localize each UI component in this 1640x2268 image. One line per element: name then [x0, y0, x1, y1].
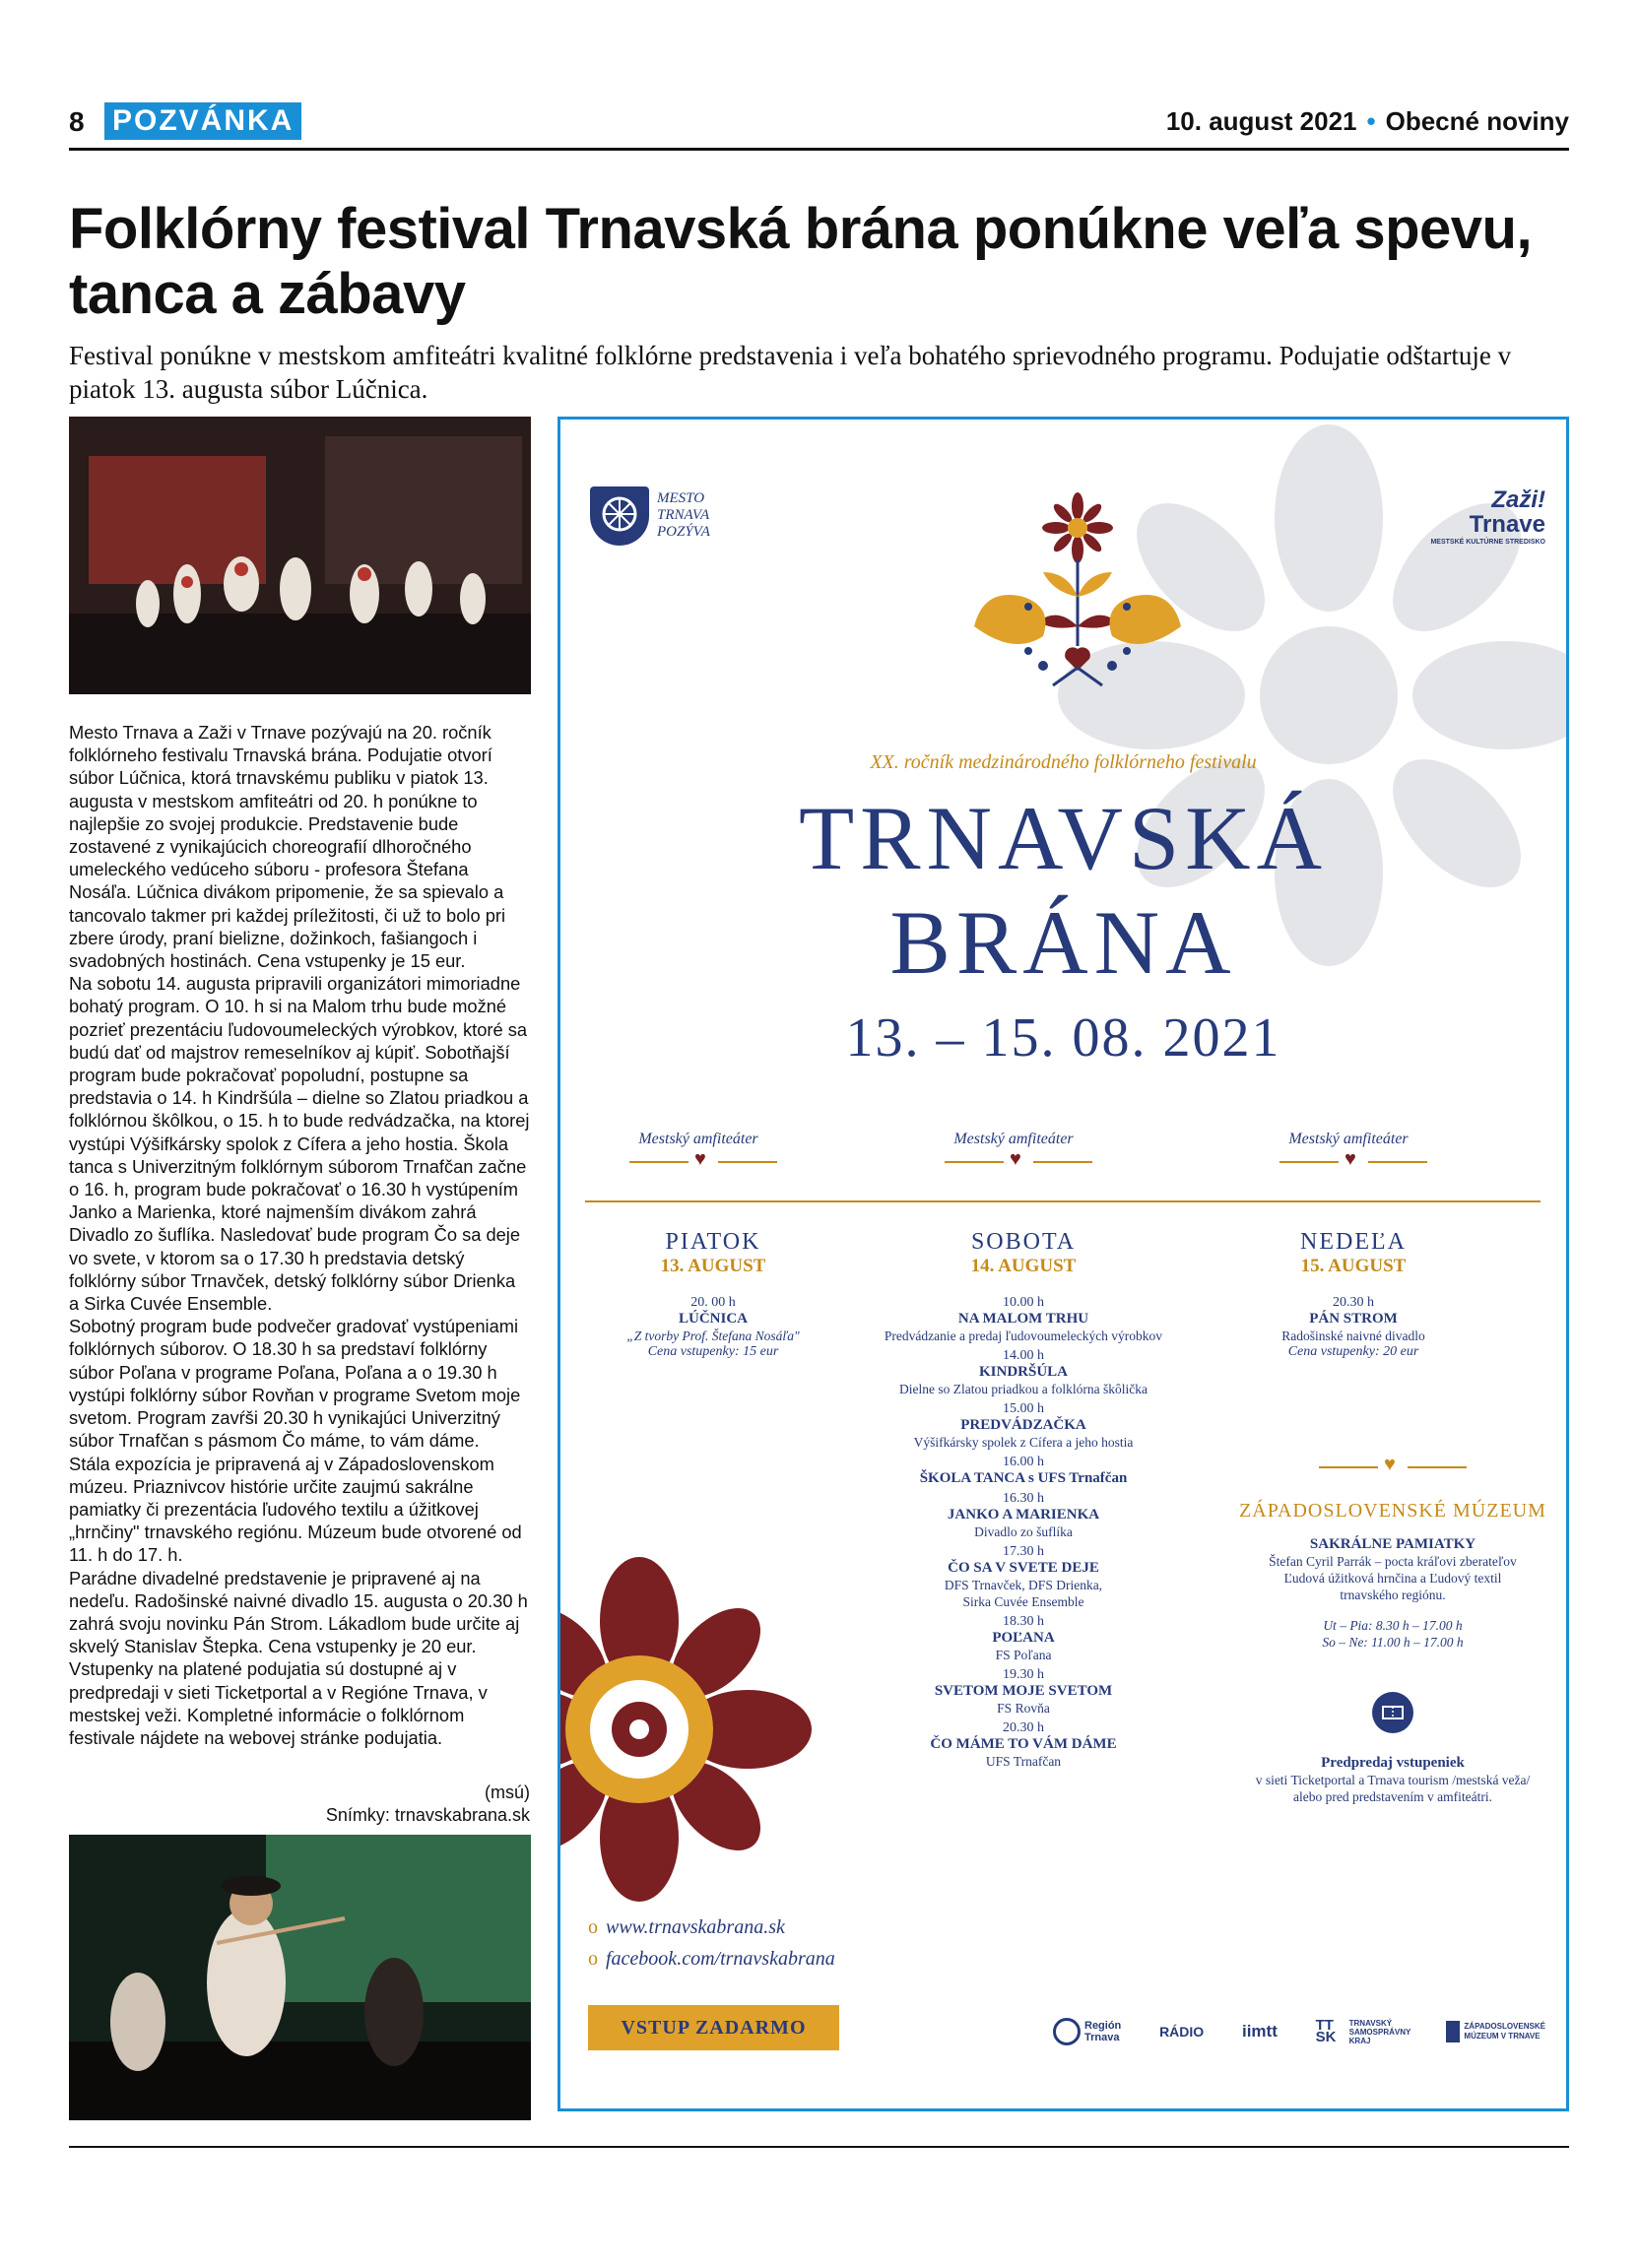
zazi-line1: Zaži!	[1491, 486, 1545, 513]
separator: •	[1366, 106, 1376, 136]
region-logo-icon	[1053, 2018, 1081, 2045]
ttsk-mark: TT SK	[1315, 2017, 1337, 2045]
heart-icon: ♥	[694, 1148, 706, 1170]
photo-credit: Snímky: trnavskabrana.sk	[325, 1805, 530, 1825]
event-desc: DFS Trnavček, DFS Drienka, Sirka Cuvée Ensemble	[944, 1578, 1103, 1609]
article-paragraph: Na sobotu 14. augusta pripravili organizátori mimoriadne bohatý program. O 10. h si na Malom trhu bude možné pozrieť prezentáciu ľudovoumeleckých výrobkov, ktoré sa budú dať od majstrov remeselníkov aj kúpiť. Sobotňajší program bude pokračovať popoludní, postupne sa predstavia o 14. h Kindršúla – dielne so Zlatou priadkou a folklórnou škôlkou, o 15. h to bude redvádzačka, na ktorej vystúpi Výšifkársky spolok z Cífera a jeho hostia. Škola tanca s Univerzitným folklórnym súborom Trnafčan začne o 16. h, program bude pokračovať o 16.30 h vystúpením Janko a Marienka, ktoré najmenším divákom zahrá Divadlo zo šuflíka. Nasledovať bude program Čo sa deje vo svete, v ktorom sa o 17.30 h predstavia detský folklórny súbor Trnavček, detský folklórny súbor Drienka a Sirka Cuvée Ensemble.	[69, 973, 530, 1315]
ticket-price: Cena vstupenky: 20 eur	[1287, 1344, 1419, 1359]
day-name: SOBOTA	[970, 1229, 1077, 1255]
divider	[1033, 1161, 1092, 1163]
event-desc: Predvádzanie a predaj ľudovoumeleckých výrobkov	[884, 1328, 1163, 1343]
sponsor-line: MÚZEUM V TRNAVE	[1464, 2032, 1541, 2041]
divider	[1368, 1161, 1427, 1163]
sponsor-region-trnava	[1053, 2018, 1121, 2045]
presale-block	[1240, 1755, 1545, 1805]
heart-icon: ♥	[1345, 1148, 1356, 1170]
heart-icon: ♥	[1010, 1148, 1021, 1170]
article-author: (msú)	[485, 1782, 530, 1802]
day-nedela	[1211, 1229, 1496, 1360]
museum-hours-weekday: Ut – Pia: 8.30 h – 17.00 h	[1323, 1618, 1463, 1633]
ttsk-text: TRNAVSKÝ SAMOSPRÁVNY KRAJ	[1348, 2018, 1411, 2045]
event-name: JANKO A MARIENKA	[947, 1507, 1100, 1523]
poster-subtitle: XX. ročník medzinárodného folklórneho festivalu	[870, 751, 1257, 773]
publication-name: Obecné noviny	[1385, 106, 1569, 136]
event-time: 19.30 h	[1003, 1667, 1044, 1682]
event-desc: Dielne so Zlatou priadkou a folklórna škôlička	[899, 1382, 1148, 1396]
free-entry-badge: VSTUP ZADARMO	[588, 2005, 839, 2050]
divider	[629, 1161, 689, 1163]
link-text: www.trnavskabrana.sk	[606, 1916, 785, 1938]
venue-label-sobota: Mestský amfiteáter	[953, 1131, 1074, 1147]
event-name: SVETOM MOJE SVETOM	[934, 1683, 1113, 1699]
venue-label-nedela: Mestský amfiteáter	[1288, 1131, 1409, 1147]
event	[861, 1295, 1186, 1344]
divider	[718, 1161, 777, 1163]
sponsor-ttsk	[1316, 2019, 1409, 2045]
day-date: 14. AUGUST	[970, 1256, 1077, 1276]
footer-rule	[69, 2146, 1569, 2148]
issue-date: 10. august 2021	[1165, 106, 1357, 136]
sponsor-iimtt: iimtt	[1241, 2022, 1278, 2041]
day-sobota	[861, 1229, 1186, 1770]
folk-bird-ornament-icon	[935, 488, 1220, 705]
event-time: 20.30 h	[1003, 1720, 1044, 1735]
event-time: 16.30 h	[1003, 1491, 1044, 1506]
event-time: 16.00 h	[1003, 1455, 1044, 1469]
event-name: LÚČNICA	[678, 1311, 748, 1327]
event-name: ČO SA V SVETE DEJE	[948, 1560, 1099, 1576]
sponsor-label	[1084, 2020, 1121, 2043]
event-name: ČO MÁME TO VÁM DÁME	[930, 1736, 1117, 1752]
event	[861, 1455, 1186, 1487]
trnava-crest-icon	[590, 486, 649, 546]
sponsor-line: Trnava	[1084, 2032, 1120, 2043]
museum-desc: Štefan Cyril Parrák – pocta kráľovi zberateľov Ľudová úžitková hrnčina a Ľudový textil trnavského regiónu.	[1269, 1554, 1517, 1602]
event	[861, 1667, 1186, 1717]
logo-line: POZÝVA	[657, 524, 710, 540]
venue-label-piatok: Mestský amfiteáter	[638, 1131, 758, 1147]
logo-line: TRNAVA	[657, 507, 710, 523]
museum-title: ZÁPADOSLOVENSKÉ MÚZEUM	[1239, 1500, 1546, 1522]
divider	[1279, 1161, 1339, 1163]
issue-info	[1166, 106, 1569, 137]
logo-line: MESTO	[657, 490, 705, 506]
article-paragraph: Vstupenky na platené podujatia sú dostupné aj v predpredaji v sieti Ticketportal a v Regióne Trnava, v mestskej veži. Kompletné informácie o folklórnom festivale nájdete na webovej stránke podujatia.	[69, 1658, 488, 1748]
bullet-icon: o	[588, 1948, 598, 1970]
heart-icon: ♥	[1384, 1454, 1396, 1475]
link-web[interactable]	[588, 1916, 785, 1939]
day-piatok	[580, 1229, 846, 1360]
bullet-icon: o	[588, 1916, 598, 1938]
sponsor-logos	[1053, 2007, 1545, 2056]
lead-paragraph: Festival ponúkne v mestskom amfiteátri kvalitné folklórne predstavenia i veľa bohatého sprievodného programu. Podujatie odštartuje v piatok 13. augusta súbor Lúčnica.	[69, 341, 1512, 404]
headline: Folklórny festival Trnavská brána ponúkne veľa spevu, tanca a zábavy	[69, 197, 1533, 326]
sponsor-line: ZÁPADOSLOVENSKÉ	[1464, 2022, 1545, 2031]
event-desc: Radošinské naivné divadlo	[1281, 1328, 1425, 1343]
event-name: KINDRŠÚLA	[978, 1364, 1068, 1380]
presale-title: Predpredaj vstupeniek	[1321, 1755, 1465, 1771]
zazi-line3: MESTSKÉ KULTÚRNE STREDISKO	[1430, 539, 1545, 546]
article-paragraph: Sobotný program bude podvečer gradovať vystúpeniami folklórnych súborov. O 18.30 h sa predstaví folklórny súbor Poľana v programe Poľana, Poľana a o 19.30 h vystúpi folklórny súbor Rovňan v programe Svetom moje svetom. Program zavŕši 20.30 h vynikajúci Univerzitný súbor Trnafčan s pásmom Čo máme, to vám dáme.	[69, 1316, 521, 1452]
sponsor-radio: RÁDIO	[1159, 2024, 1205, 2040]
divider	[945, 1161, 1004, 1163]
event	[861, 1614, 1186, 1663]
photo-violinist	[69, 1835, 531, 2120]
day-name: PIATOK	[665, 1229, 761, 1255]
event-time: 15.00 h	[1003, 1401, 1044, 1416]
event-name: PÁN STROM	[1309, 1311, 1398, 1327]
article-paragraph: Mesto Trnava a Zaži v Trnave pozývajú na 20. ročník folklórneho festivalu Trnavská brána. Podujatie otvorí súbor Lúčnica, ktorá trnavskému publiku v piatok 13. augusta v mestskom amfiteátri od 20. h ponúkne to najlepšie zo svojej produkcie. Predstavenie bude zostavené z vynikajúcich choreografií dlhoročného umeleckého vedúceho súboru - profesora Štefana Nosáľa. Lúčnica divákom pripomenie, že sa spievalo a tancovalo takmer pri každej príležitosti, či už to bolo pri zbere úrody, praní bielizne, dožinkoch, fašiangoch i svadobných hostinách. Cena vstupenky je 15 eur.	[69, 722, 506, 972]
day-name: NEDEĽA	[1300, 1229, 1407, 1255]
link-text: facebook.com/trnavskabrana	[606, 1948, 835, 1970]
sponsor-label	[1464, 2022, 1545, 2041]
poster-divider	[585, 1200, 1541, 1202]
header-rule	[69, 148, 1569, 151]
event-time: 18.30 h	[1003, 1614, 1044, 1629]
sponsor-museum	[1446, 2021, 1545, 2042]
event-name: POĽANA	[992, 1630, 1055, 1646]
museum-hours-weekend: So – Ne: 11.00 h – 17.00 h	[1322, 1635, 1464, 1650]
event	[861, 1491, 1186, 1540]
museum-logo-icon	[1446, 2021, 1460, 2042]
festival-poster	[558, 417, 1569, 2111]
poster-title-line1: TRNAVSKÁ	[798, 788, 1329, 888]
event-desc: FS Poľana	[995, 1648, 1052, 1662]
event-desc: UFS Trnafčan	[985, 1754, 1062, 1769]
sponsor-line: Región	[1084, 2020, 1122, 2032]
zazi-logo	[1427, 488, 1545, 547]
article-paragraph: Stála expozícia je pripravená aj v Západoslovenskom múzeu. Priaznivcov histórie určite zaujmú sakrálne pamiatky či prezentácia ľudového textilu a úžitkovej „hrnčiny" trnavského regiónu. Múzeum bude otvorené od 11. h do 17. h.	[69, 1453, 522, 1566]
event-desc: Výšifkársky spolek z Cífera a jeho hostia	[913, 1435, 1134, 1450]
event-name: NA MALOM TRHU	[957, 1311, 1089, 1327]
event-time: 20.30 h	[1333, 1295, 1374, 1310]
event-name: ŠKOLA TANCA s UFS Trnafčan	[919, 1470, 1128, 1486]
day-date: 15. AUGUST	[1300, 1256, 1407, 1276]
event	[861, 1348, 1186, 1397]
museum-subtitle: SAKRÁLNE PAMIATKY	[1309, 1536, 1476, 1552]
event-desc: FS Rovňa	[997, 1701, 1050, 1716]
divider	[1408, 1466, 1467, 1468]
event-name: PREDVÁDZAČKA	[960, 1417, 1086, 1433]
event-time: 14.00 h	[1003, 1348, 1044, 1363]
divider	[1319, 1466, 1378, 1468]
event	[861, 1544, 1186, 1610]
event-desc: Divadlo zo šuflíka	[974, 1524, 1073, 1539]
poster-title-line2: BRÁNA	[889, 892, 1237, 993]
page-number: 8	[69, 106, 85, 137]
photo-dancers	[69, 417, 531, 694]
event	[861, 1720, 1186, 1770]
presale-desc: v sieti Ticketportal a Trnava tourism /mestská veža/ alebo pred predstavením v amfiteátri.	[1255, 1773, 1531, 1804]
section-label: POZVÁNKA	[104, 102, 301, 140]
poster-dates: 13. – 15. 08. 2021	[845, 1007, 1281, 1069]
event-time: 17.30 h	[1003, 1544, 1044, 1559]
event-time: 10.00 h	[1003, 1295, 1044, 1310]
ticket-price: Cena vstupenky: 15 eur	[647, 1344, 779, 1359]
mesto-trnava-logo-text	[657, 490, 710, 541]
event-desc: „Z tvorby Prof. Štefana Nosáľa"	[626, 1328, 800, 1343]
folk-flower-ornament-icon	[558, 1542, 826, 1916]
event	[861, 1401, 1186, 1451]
zazi-line2: Trnave	[1469, 511, 1545, 538]
link-facebook[interactable]	[588, 1948, 835, 1971]
ticket-icon	[1372, 1692, 1413, 1733]
event-time: 20. 00 h	[690, 1295, 736, 1310]
museum-block	[1230, 1500, 1555, 1651]
day-date: 13. AUGUST	[660, 1256, 766, 1276]
article-paragraph: Parádne divadelné predstavenie je pripravené aj na nedeľu. Radošinské naivné divadlo 15. augusta o 20.30 h zahrá svoju novinku Pán Strom. Lákadlom bude určite aj skvelý Stanislav Štepka. Cena vstupenky je 20 eur.	[69, 1567, 528, 1657]
article-body	[69, 721, 530, 1749]
